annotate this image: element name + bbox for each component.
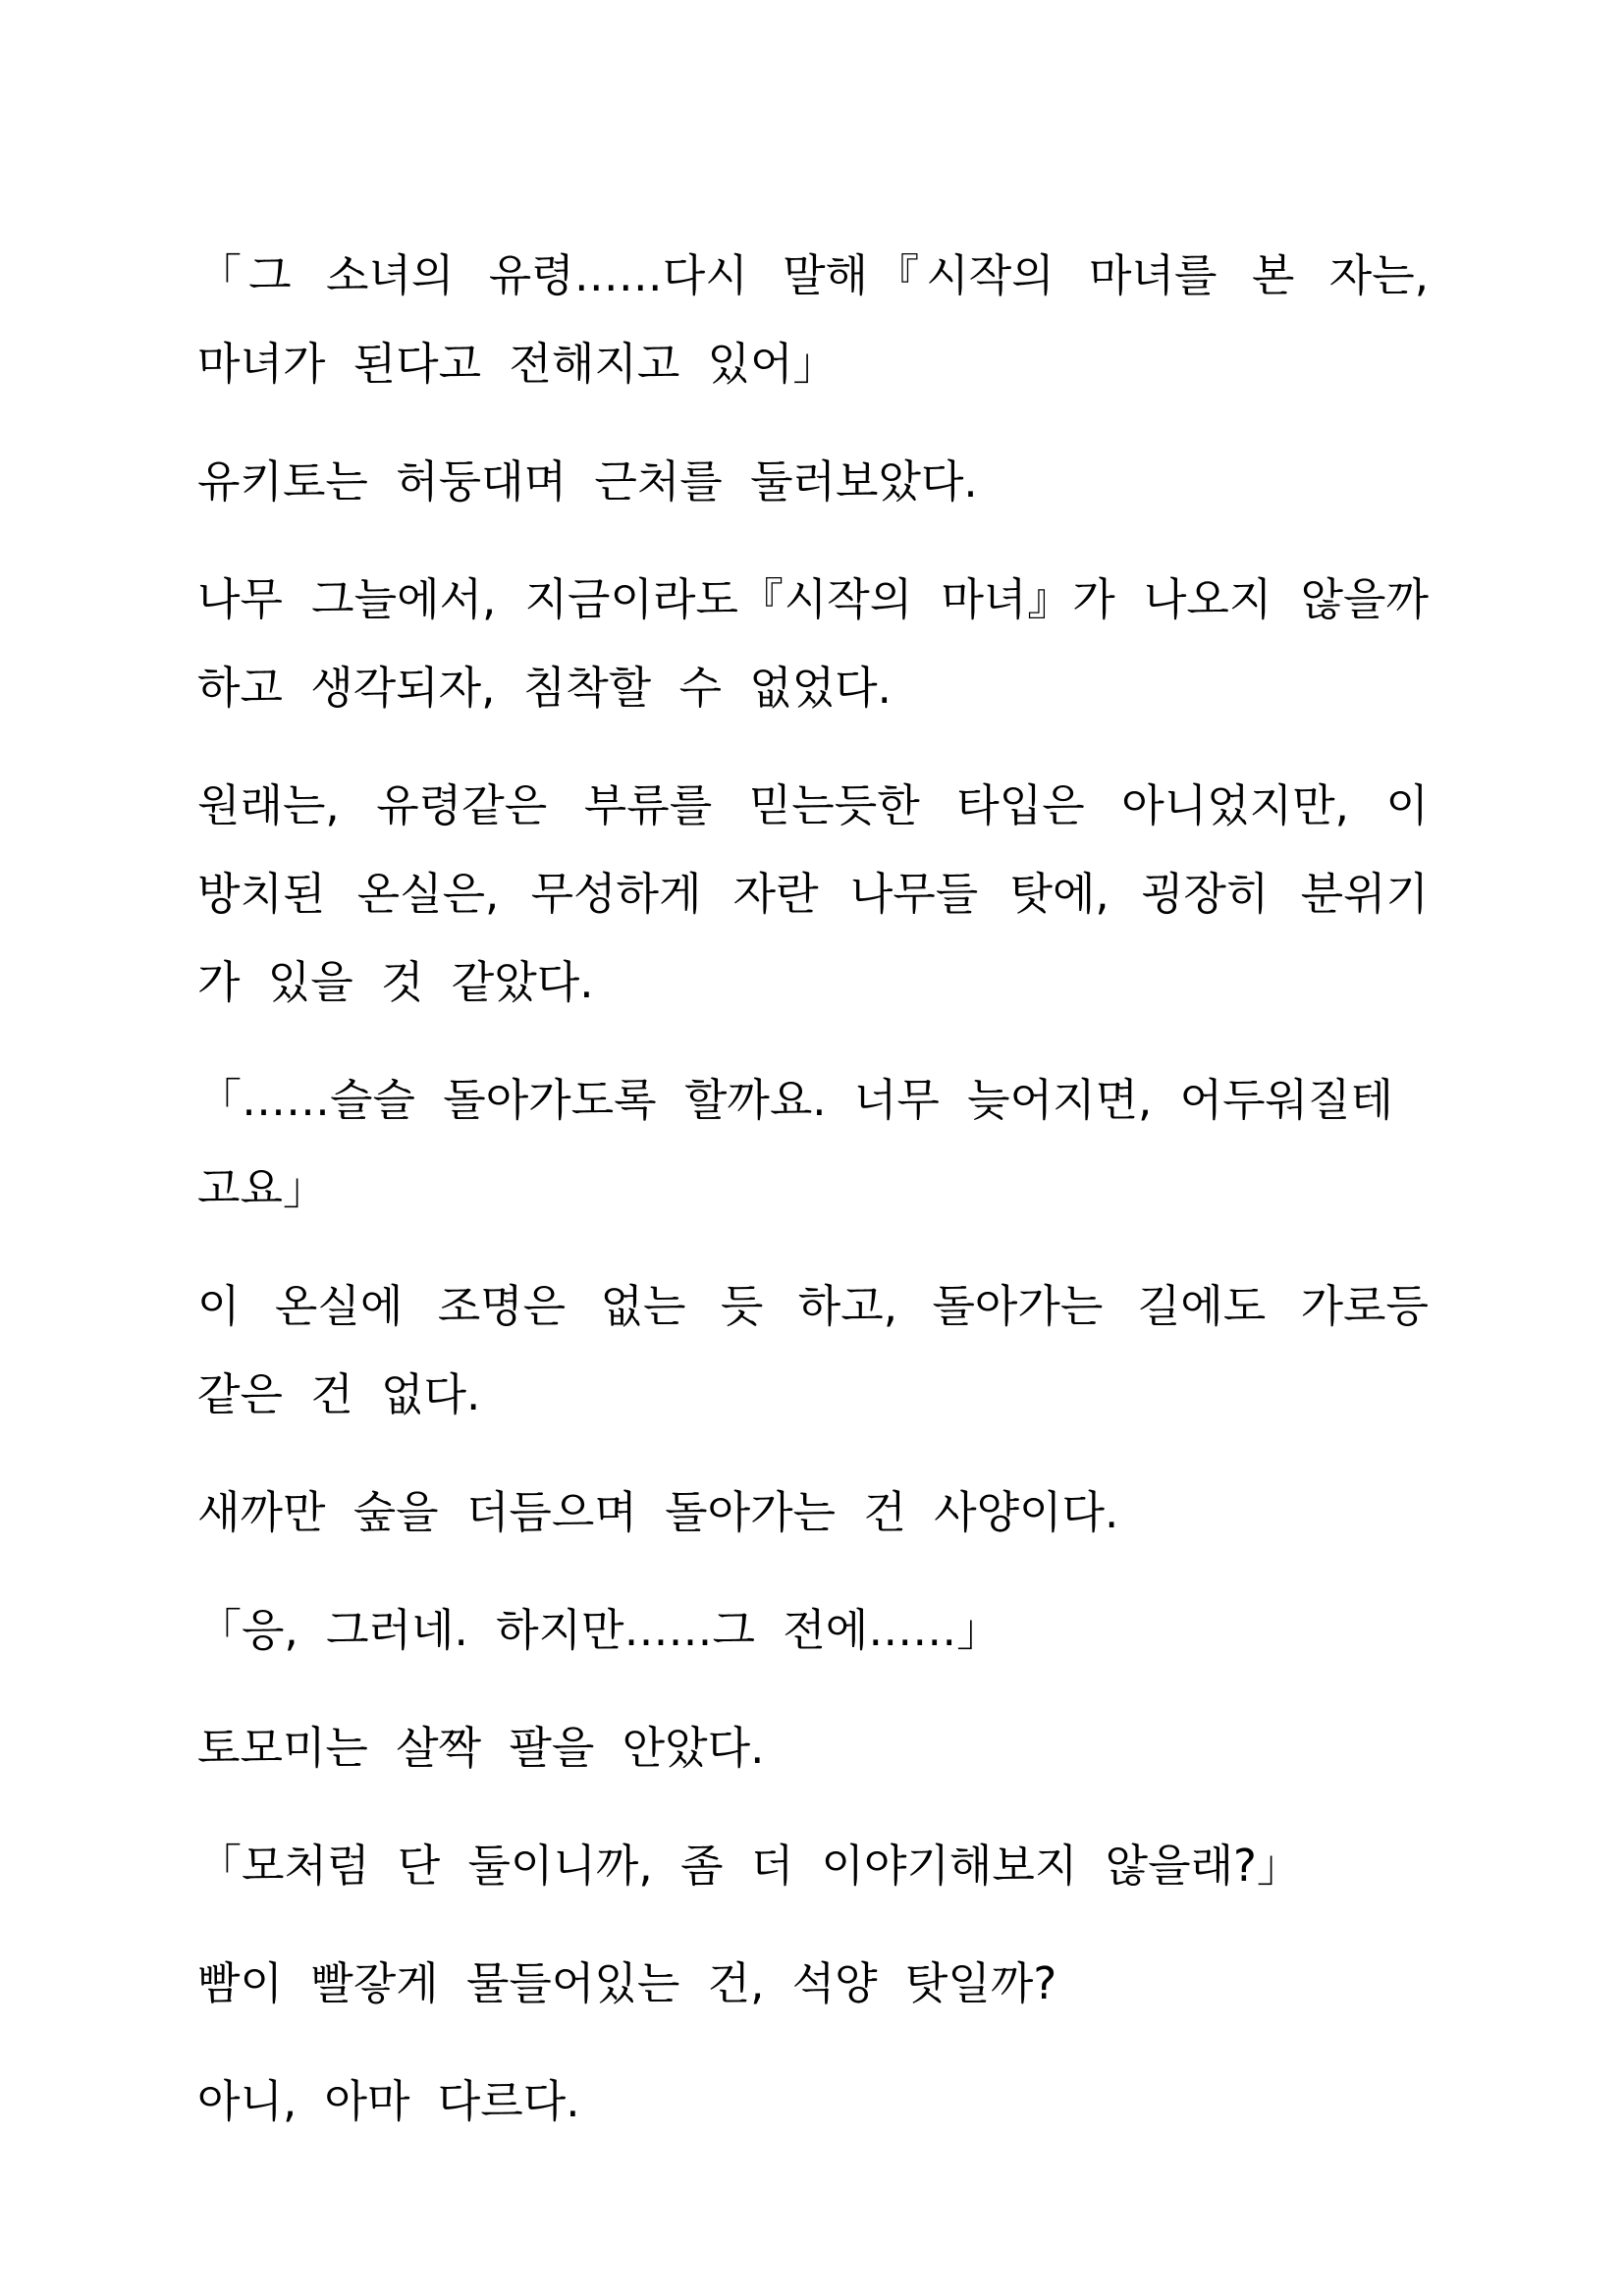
paragraph: 「그 소녀의 유령……다시 말해『시작의 마녀를 본 자는, 마녀가 된다고 전해지고 있어」	[197, 249, 1429, 390]
paragraph: 토모미는 살짝 팔을 안았다.	[197, 1722, 765, 1774]
paragraph: 유키토는 허둥대며 근처를 둘러보았다.	[197, 455, 978, 507]
paragraph: 이 온실에 조명은 없는 듯 하고, 돌아가는 길에도 가로등 같은 건 없다.	[197, 1280, 1429, 1420]
paragraph: 빰이 빨갛게 물들어있는 건, 석양 탓일까?	[197, 1957, 1057, 2009]
paragraph: 「……슬슬 돌아가도록 할까요. 너무 늦어지면, 어두워질테고요」	[197, 1074, 1394, 1214]
paragraph: 새까만 숲을 더듬으며 돌아가는 건 사양이다.	[197, 1486, 1119, 1538]
paragraph: 아니, 아마 다르다.	[197, 2075, 580, 2127]
paragraph: 원래는, 유령같은 부류를 믿는듯한 타입은 아니었지만, 이 방치된 온실은, 무성하게 자란 나무들 탓에, 굉장히 분위기가 있을 것 같았다.	[197, 779, 1429, 1008]
text-body	[197, 232, 1429, 2175]
paragraph: 「응, 그러네. 하지만……그 전에……」	[197, 1604, 1001, 1656]
paragraph: 나무 그늘에서, 지금이라도『시작의 마녀』가 나오지 않을까 하고 생각되자, 침착할 수 없었다.	[197, 573, 1429, 714]
paragraph: 「모처럼 단 둘이니까, 좀 더 이야기해보지 않을래?」	[197, 1840, 1301, 1892]
